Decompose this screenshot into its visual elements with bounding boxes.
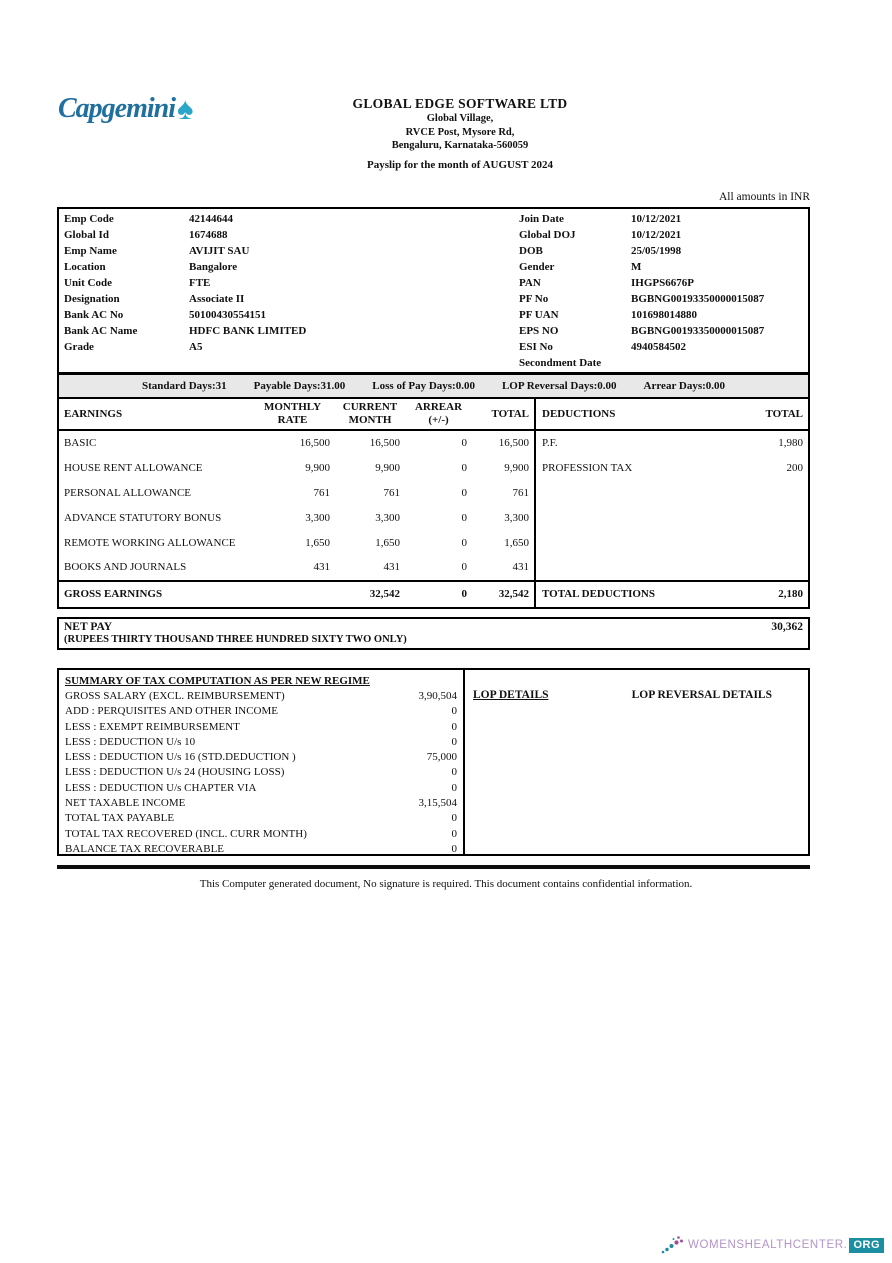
net-pay-amount: 30,362 xyxy=(771,621,803,633)
tax-row: LESS : DEDUCTION U/s 16 (STD.DEDUCTION ) 75,000 xyxy=(65,751,457,764)
field-label: Location xyxy=(64,261,106,273)
company-address-line: Bengaluru, Karnataka-560059 xyxy=(391,140,529,151)
info-row xyxy=(64,355,808,371)
earning-total: 1,650 xyxy=(504,536,529,549)
amounts-note: All amounts in INR xyxy=(718,191,810,203)
tax-row: BALANCE TAX RECOVERABLE 0 xyxy=(65,842,457,855)
tax-row: LESS : DEDUCTION U/s 24 (HOUSING LOSS) 0 xyxy=(65,766,457,779)
gross-arrear: 0 xyxy=(405,580,472,607)
standard-days: Standard Days:31 xyxy=(141,380,227,392)
earning-current: 761 xyxy=(383,486,400,499)
field-label: ESI No xyxy=(519,341,553,353)
company-address-line: Global Village, xyxy=(426,113,494,124)
field-value: 10/12/2021 xyxy=(631,213,682,225)
payable-days: Payable Days:31.00 xyxy=(253,380,346,392)
field-label: Secondment Date xyxy=(519,357,602,369)
field-value xyxy=(189,355,519,371)
lop-reversal-days: LOP Reversal Days:0.00 xyxy=(501,380,617,392)
tax-row: NET TAXABLE INCOME 3,15,504 xyxy=(65,797,457,810)
field-label: DOB xyxy=(519,245,543,257)
earning-current: 16,500 xyxy=(369,437,400,450)
company-header xyxy=(14,96,892,171)
capgemini-logo-text: Capgemini xyxy=(58,93,176,124)
earning-arrear: 0 xyxy=(461,561,467,574)
field-value: 1674688 xyxy=(189,229,228,241)
earning-rate: 9,900 xyxy=(305,462,330,475)
earning-rate: 1,650 xyxy=(305,536,330,549)
tax-row: LESS : DEDUCTION U/s CHAPTER VIA 0 xyxy=(65,781,457,794)
field-value: M xyxy=(631,261,642,273)
field-value: AVIJIT SAU xyxy=(189,245,250,257)
lop-details-label: LOP DETAILS xyxy=(473,689,549,701)
company-address-line: RVCE Post, Mysore Rd, xyxy=(405,126,515,138)
field-value: 101698014880 xyxy=(631,309,697,321)
deductions-total-header: TOTAL xyxy=(724,399,808,431)
earning-arrear: 0 xyxy=(461,511,467,524)
earning-rate: 16,500 xyxy=(299,437,330,450)
field-value: BGBNG00193350000015087 xyxy=(631,325,765,337)
field-label: Grade xyxy=(64,341,94,353)
field-value: 10/12/2021 xyxy=(631,229,682,241)
field-label: EPS NO xyxy=(519,325,559,337)
earning-rate: 761 xyxy=(313,486,330,499)
field-label: Emp Name xyxy=(64,245,117,257)
days-summary-strip xyxy=(57,373,810,399)
lop-reversal-label: LOP REVERSAL DETAILS xyxy=(631,689,772,701)
field-value: A5 xyxy=(189,341,203,353)
earning-name: BASIC xyxy=(64,437,97,450)
lop-section xyxy=(465,670,808,854)
earning-total: 431 xyxy=(512,561,529,574)
earning-arrear: 0 xyxy=(461,437,467,450)
field-label: Bank AC No xyxy=(64,309,124,321)
earning-name: PERSONAL ALLOWANCE xyxy=(64,486,192,499)
earning-arrear: 0 xyxy=(461,536,467,549)
earning-rate: 431 xyxy=(313,561,330,574)
info-row xyxy=(64,227,808,243)
field-label: PF UAN xyxy=(519,309,559,321)
info-row xyxy=(64,259,808,275)
earning-current: 9,900 xyxy=(375,462,400,475)
tax-row: TOTAL TAX RECOVERED (INCL. CURR MONTH) 0 xyxy=(65,827,457,840)
field-label: Global DOJ xyxy=(519,229,576,241)
field-value: BGBNG00193350000015087 xyxy=(631,293,765,305)
tax-lop-box xyxy=(57,668,810,856)
earning-rate: 3,300 xyxy=(305,511,330,524)
net-pay-in-words: (RUPEES THIRTY THOUSAND THREE HUNDRED SIXTY TWO ONLY) xyxy=(64,634,407,645)
deduction-name: P.F. xyxy=(534,431,724,456)
earning-total: 16,500 xyxy=(498,437,529,450)
total-deductions-amount: 2,180 xyxy=(724,580,808,607)
gross-total: 32,542 xyxy=(472,580,534,607)
info-row xyxy=(64,275,808,291)
arrear-days: Arrear Days:0.00 xyxy=(643,380,726,392)
field-value: 50100430554151 xyxy=(189,309,266,321)
company-name: GLOBAL EDGE SOFTWARE LTD xyxy=(352,96,568,111)
field-value: Bangalore xyxy=(189,261,238,273)
earning-current: 1,650 xyxy=(375,536,400,549)
field-label: Designation xyxy=(64,293,120,305)
tax-row: LESS : DEDUCTION U/s 10 0 xyxy=(65,735,457,748)
field-value: 4940584502 xyxy=(631,341,686,353)
field-value xyxy=(631,355,808,371)
info-row xyxy=(64,323,808,339)
payslip-title: Payslip for the month of AUGUST 2024 xyxy=(366,158,553,171)
field-label: PF No xyxy=(519,293,549,305)
earning-current: 431 xyxy=(383,561,400,574)
gross-earnings-label: GROSS EARNINGS xyxy=(59,580,250,607)
field-label xyxy=(64,355,189,371)
earning-total: 3,300 xyxy=(504,511,529,524)
field-value: 42144644 xyxy=(189,213,233,225)
monthly-rate-header: MONTHLY RATE xyxy=(250,399,335,431)
tax-row: LESS : EXEMPT REIMBURSEMENT 0 xyxy=(65,720,457,733)
total-deductions-label: TOTAL DEDUCTIONS xyxy=(534,580,724,607)
field-label: Unit Code xyxy=(64,277,112,289)
watermark xyxy=(660,1235,884,1255)
earning-name: BOOKS AND JOURNALS xyxy=(64,561,187,574)
earning-total: 9,900 xyxy=(504,462,529,475)
footer-note: This Computer generated document, No signature is required. This document contains confidential information. xyxy=(199,878,693,890)
field-value: Associate II xyxy=(189,293,245,305)
info-row xyxy=(64,211,808,227)
earning-current: 3,300 xyxy=(375,511,400,524)
watermark-text: WOMENSHEALTHCENTER. xyxy=(688,1239,848,1251)
earning-arrear: 0 xyxy=(461,462,467,475)
deduction-name: PROFESSION TAX xyxy=(534,456,724,481)
field-label: Join Date xyxy=(519,213,564,225)
tax-summary-title: SUMMARY OF TAX COMPUTATION AS PER NEW REGIME xyxy=(65,675,370,687)
total-header: TOTAL xyxy=(472,399,534,431)
deduction-amount: 200 xyxy=(786,462,803,475)
tax-summary xyxy=(59,670,465,854)
field-label: Emp Code xyxy=(64,213,114,225)
tax-row: TOTAL TAX PAYABLE 0 xyxy=(65,812,457,825)
loss-of-pay-days: Loss of Pay Days:0.00 xyxy=(372,380,475,392)
tax-row: ADD : PERQUISITES AND OTHER INCOME 0 xyxy=(65,705,457,718)
info-row xyxy=(64,307,808,323)
field-label: Global Id xyxy=(64,229,109,241)
gross-current: 32,542 xyxy=(335,580,405,607)
earning-arrear: 0 xyxy=(461,486,467,499)
info-row xyxy=(64,243,808,259)
tax-row: GROSS SALARY (EXCL. REIMBURSEMENT) 3,90,504 xyxy=(65,690,457,702)
footer-divider xyxy=(57,865,810,869)
current-month-header: CURRENT MONTH xyxy=(335,399,405,431)
deduction-amount: 1,980 xyxy=(778,437,803,450)
info-row xyxy=(64,339,808,355)
info-row xyxy=(64,291,808,307)
earnings-deductions-table xyxy=(57,397,810,609)
spade-icon: ♠ xyxy=(177,91,194,126)
field-value: FTE xyxy=(189,277,211,289)
earning-name: ADVANCE STATUTORY BONUS xyxy=(64,511,222,524)
field-label: Gender xyxy=(519,261,555,273)
deductions-header: DEDUCTIONS xyxy=(534,399,724,431)
earning-total: 761 xyxy=(512,486,529,499)
field-value: HDFC BANK LIMITED xyxy=(189,325,307,337)
net-pay-box xyxy=(57,617,810,650)
watermark-org-badge: ORG xyxy=(849,1238,884,1253)
arrear-header: ARREAR (+/-) xyxy=(405,399,472,431)
earning-name: REMOTE WORKING ALLOWANCE xyxy=(64,536,236,549)
net-pay-label: NET PAY xyxy=(64,621,113,633)
field-value: IHGPS6676P xyxy=(631,277,694,289)
dots-swoosh-icon xyxy=(660,1235,686,1255)
field-label: Bank AC Name xyxy=(64,325,138,337)
field-label: PAN xyxy=(519,277,541,289)
earnings-header: EARNINGS xyxy=(59,399,250,431)
field-value: 25/05/1998 xyxy=(631,245,682,257)
earning-name: HOUSE RENT ALLOWANCE xyxy=(64,462,203,475)
employee-info-table xyxy=(57,207,810,374)
